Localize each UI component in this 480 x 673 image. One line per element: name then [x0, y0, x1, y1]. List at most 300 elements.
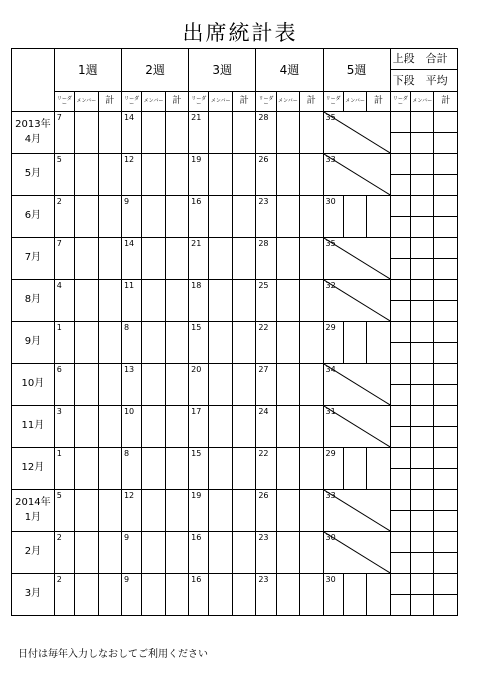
summary-average-cell[interactable] — [390, 217, 410, 238]
member-subheader: メンバー — [142, 92, 165, 112]
summary-total-cell[interactable] — [411, 322, 434, 343]
summary-total-cell[interactable] — [390, 406, 410, 427]
day-cell[interactable]: 9 — [121, 532, 141, 574]
day-cell[interactable]: 21 — [189, 238, 209, 280]
summary-average-cell[interactable] — [390, 259, 410, 280]
day-cell[interactable]: 10 — [121, 406, 141, 448]
summary-total-cell[interactable] — [434, 406, 458, 427]
month-row-upper — [12, 406, 458, 427]
member-cell[interactable] — [276, 532, 299, 574]
day-cell[interactable]: 17 — [189, 406, 209, 448]
total-cell[interactable] — [165, 238, 188, 280]
day-cell[interactable]: 4 — [54, 280, 74, 322]
week-header-row — [12, 49, 458, 92]
member-subheader: メンバー — [343, 92, 366, 112]
total-cell[interactable] — [300, 532, 323, 574]
day-cell[interactable]: 15 — [189, 322, 209, 364]
day-cell[interactable]: 1 — [54, 448, 74, 490]
member-subheader: メンバー — [276, 92, 299, 112]
month-name: 11月 — [21, 420, 45, 432]
day-cell[interactable]: 12 — [121, 490, 141, 532]
total-subheader: 計 — [367, 92, 390, 112]
summary-total-cell[interactable] — [434, 322, 458, 343]
total-cell[interactable] — [165, 532, 188, 574]
member-cell[interactable] — [209, 280, 232, 322]
day-cell[interactable]: 30 — [323, 574, 343, 616]
member-cell[interactable] — [276, 154, 299, 196]
leader-subheader: リーダー — [121, 92, 141, 112]
day-cell[interactable]: 16 — [189, 196, 209, 238]
member-cell[interactable] — [142, 448, 165, 490]
member-cell[interactable] — [209, 112, 232, 154]
summary-average-cell[interactable] — [390, 133, 410, 154]
total-cell[interactable] — [98, 364, 121, 406]
month-row-upper — [12, 280, 458, 301]
total-subheader: 計 — [165, 92, 188, 112]
total-cell[interactable] — [232, 154, 255, 196]
week-header: 3週 — [189, 49, 256, 92]
member-cell[interactable] — [75, 448, 98, 490]
day-cell[interactable] — [323, 406, 390, 448]
summary-total-cell[interactable] — [411, 154, 434, 175]
total-cell[interactable] — [98, 112, 121, 154]
day-cell[interactable]: 9 — [121, 196, 141, 238]
day-cell[interactable]: 26 — [256, 154, 276, 196]
month-name: 4月 — [24, 133, 42, 145]
summary-average-cell[interactable] — [411, 595, 434, 616]
summary-total-cell[interactable] — [434, 532, 458, 553]
total-cell[interactable] — [300, 238, 323, 280]
summary-average-cell[interactable] — [434, 259, 458, 280]
total-cell[interactable] — [98, 238, 121, 280]
member-cell[interactable] — [142, 238, 165, 280]
week-header: 5週 — [323, 49, 390, 92]
leader-subheader: リーダー — [323, 92, 343, 112]
summary-average-cell[interactable] — [390, 301, 410, 322]
day-cell[interactable]: 28 — [256, 238, 276, 280]
summary-total-cell[interactable] — [390, 154, 410, 175]
summary-total-cell[interactable] — [434, 490, 458, 511]
member-subheader: メンバー — [411, 92, 434, 112]
day-number: 35 — [325, 239, 336, 248]
day-cell[interactable] — [323, 112, 390, 154]
member-cell[interactable] — [142, 364, 165, 406]
summary-average-cell[interactable] — [411, 343, 434, 364]
member-cell[interactable] — [276, 112, 299, 154]
total-cell[interactable] — [300, 154, 323, 196]
day-cell[interactable]: 28 — [256, 112, 276, 154]
day-cell[interactable] — [323, 490, 390, 532]
week-header: 1週 — [54, 49, 121, 92]
summary-total-cell[interactable] — [434, 238, 458, 259]
total-cell[interactable] — [98, 490, 121, 532]
member-cell[interactable] — [142, 490, 165, 532]
month-row-upper — [12, 364, 458, 385]
member-cell[interactable] — [142, 532, 165, 574]
summary-header-lower: 下段 平均 — [392, 74, 448, 87]
member-cell[interactable] — [276, 406, 299, 448]
total-cell[interactable] — [300, 280, 323, 322]
day-cell[interactable]: 29 — [323, 322, 343, 364]
summary-average-cell[interactable] — [434, 217, 458, 238]
summary-total-cell[interactable] — [434, 280, 458, 301]
member-cell[interactable] — [209, 448, 232, 490]
summary-average-cell[interactable] — [434, 595, 458, 616]
summary-average-cell[interactable] — [411, 469, 434, 490]
total-cell[interactable] — [232, 112, 255, 154]
day-cell[interactable]: 19 — [189, 490, 209, 532]
total-cell[interactable] — [367, 322, 390, 364]
month-label — [12, 448, 55, 490]
month-name: 5月 — [24, 168, 42, 180]
day-cell[interactable]: 12 — [121, 154, 141, 196]
summary-total-cell[interactable] — [434, 448, 458, 469]
leader-subheader: リーダー — [189, 92, 209, 112]
total-cell[interactable] — [232, 364, 255, 406]
total-cell[interactable] — [232, 322, 255, 364]
member-cell[interactable] — [276, 448, 299, 490]
week-header: 4週 — [256, 49, 323, 92]
day-cell[interactable]: 5 — [54, 154, 74, 196]
summary-average-cell[interactable] — [434, 175, 458, 196]
day-number: 30 — [325, 533, 336, 542]
total-cell[interactable] — [300, 112, 323, 154]
day-cell[interactable]: 23 — [256, 196, 276, 238]
summary-average-cell[interactable] — [411, 385, 434, 406]
member-cell[interactable] — [209, 322, 232, 364]
total-cell[interactable] — [300, 364, 323, 406]
day-cell[interactable]: 2 — [54, 574, 74, 616]
member-cell[interactable] — [343, 574, 366, 616]
member-cell[interactable] — [75, 196, 98, 238]
day-cell[interactable]: 2 — [54, 196, 74, 238]
day-cell[interactable]: 14 — [121, 112, 141, 154]
day-cell[interactable]: 30 — [323, 196, 343, 238]
total-cell[interactable] — [232, 406, 255, 448]
member-cell[interactable] — [142, 406, 165, 448]
member-cell[interactable] — [209, 364, 232, 406]
member-cell[interactable] — [75, 364, 98, 406]
summary-average-cell[interactable] — [434, 133, 458, 154]
total-cell[interactable] — [232, 532, 255, 574]
total-cell[interactable] — [232, 448, 255, 490]
day-cell[interactable] — [323, 154, 390, 196]
summary-average-cell[interactable] — [390, 343, 410, 364]
summary-average-cell[interactable] — [390, 553, 410, 574]
summary-average-cell[interactable] — [411, 427, 434, 448]
day-cell[interactable]: 15 — [189, 448, 209, 490]
day-cell[interactable]: 14 — [121, 238, 141, 280]
day-cell[interactable]: 20 — [189, 364, 209, 406]
member-cell[interactable] — [276, 322, 299, 364]
day-number: 31 — [325, 407, 336, 416]
member-cell[interactable] — [142, 154, 165, 196]
summary-total-cell[interactable] — [411, 238, 434, 259]
member-cell[interactable] — [209, 574, 232, 616]
summary-total-cell[interactable] — [411, 448, 434, 469]
member-subheader: メンバー — [75, 92, 98, 112]
month-name: 2月 — [24, 546, 42, 558]
day-cell[interactable]: 2 — [54, 532, 74, 574]
summary-total-cell[interactable] — [390, 280, 410, 301]
day-cell[interactable]: 3 — [54, 406, 74, 448]
summary-average-cell[interactable] — [434, 469, 458, 490]
day-cell[interactable]: 25 — [256, 280, 276, 322]
total-cell[interactable] — [98, 406, 121, 448]
member-cell[interactable] — [75, 238, 98, 280]
day-cell[interactable]: 8 — [121, 448, 141, 490]
day-cell[interactable]: 22 — [256, 322, 276, 364]
total-subheader: 計 — [300, 92, 323, 112]
day-cell[interactable]: 29 — [323, 448, 343, 490]
month-label — [12, 574, 55, 616]
day-number: 34 — [325, 365, 336, 374]
summary-total-cell[interactable] — [390, 364, 410, 385]
day-cell[interactable]: 13 — [121, 364, 141, 406]
day-cell[interactable]: 26 — [256, 490, 276, 532]
summary-total-cell[interactable] — [434, 574, 458, 595]
week-header: 2週 — [121, 49, 188, 92]
total-cell[interactable] — [232, 196, 255, 238]
summary-total-cell[interactable] — [434, 154, 458, 175]
member-cell[interactable] — [142, 196, 165, 238]
day-cell[interactable]: 7 — [54, 112, 74, 154]
total-subheader: 計 — [232, 92, 255, 112]
total-cell[interactable] — [165, 280, 188, 322]
member-cell[interactable] — [142, 280, 165, 322]
member-cell[interactable] — [142, 574, 165, 616]
member-cell[interactable] — [209, 406, 232, 448]
summary-total-cell[interactable] — [390, 532, 410, 553]
member-cell[interactable] — [209, 196, 232, 238]
summary-header — [390, 49, 457, 92]
day-cell[interactable]: 16 — [189, 532, 209, 574]
member-cell[interactable] — [276, 238, 299, 280]
summary-average-cell[interactable] — [390, 385, 410, 406]
member-cell[interactable] — [75, 574, 98, 616]
member-cell[interactable] — [276, 574, 299, 616]
summary-total-cell[interactable] — [390, 322, 410, 343]
total-cell[interactable] — [98, 280, 121, 322]
summary-average-cell[interactable] — [434, 427, 458, 448]
member-cell[interactable] — [75, 112, 98, 154]
month-name: 8月 — [24, 294, 42, 306]
day-cell[interactable]: 11 — [121, 280, 141, 322]
member-cell[interactable] — [75, 406, 98, 448]
summary-average-cell[interactable] — [390, 511, 410, 532]
summary-average-cell[interactable] — [390, 595, 410, 616]
member-cell[interactable] — [75, 490, 98, 532]
summary-total-cell[interactable] — [411, 112, 434, 133]
footer-note: 日付は毎年入力しなおしてご利用ください — [18, 649, 208, 660]
summary-total-cell[interactable] — [390, 574, 410, 595]
total-cell[interactable] — [300, 322, 323, 364]
summary-average-cell[interactable] — [434, 343, 458, 364]
member-cell[interactable] — [209, 154, 232, 196]
month-label — [12, 238, 55, 280]
summary-average-cell[interactable] — [411, 133, 434, 154]
summary-average-cell[interactable] — [434, 301, 458, 322]
day-cell[interactable]: 23 — [256, 532, 276, 574]
day-cell[interactable]: 27 — [256, 364, 276, 406]
day-cell[interactable] — [323, 532, 390, 574]
leader-subheader: リーダー — [54, 92, 74, 112]
month-label — [12, 364, 55, 406]
month-name: 1月 — [24, 511, 42, 523]
total-cell[interactable] — [165, 154, 188, 196]
summary-total-cell[interactable] — [390, 448, 410, 469]
day-number: 33 — [325, 491, 336, 500]
day-cell[interactable]: 23 — [256, 574, 276, 616]
member-cell[interactable] — [209, 490, 232, 532]
total-cell[interactable] — [300, 196, 323, 238]
member-cell[interactable] — [276, 490, 299, 532]
month-row-upper — [12, 322, 458, 343]
total-cell[interactable] — [367, 448, 390, 490]
day-cell[interactable]: 19 — [189, 154, 209, 196]
month-label — [12, 532, 55, 574]
member-cell[interactable] — [343, 322, 366, 364]
summary-header-upper: 上段 合計 — [391, 49, 457, 70]
total-cell[interactable] — [98, 196, 121, 238]
summary-average-cell[interactable] — [434, 385, 458, 406]
day-cell[interactable]: 16 — [189, 574, 209, 616]
summary-total-cell[interactable] — [390, 112, 410, 133]
member-cell[interactable] — [75, 280, 98, 322]
summary-total-cell[interactable] — [390, 196, 410, 217]
month-name: 12月 — [21, 462, 45, 474]
total-cell[interactable] — [165, 448, 188, 490]
total-cell[interactable] — [300, 490, 323, 532]
summary-average-cell[interactable] — [411, 301, 434, 322]
day-cell[interactable] — [323, 238, 390, 280]
summary-total-cell[interactable] — [390, 490, 410, 511]
member-cell[interactable] — [276, 364, 299, 406]
day-cell[interactable] — [323, 364, 390, 406]
summary-average-cell[interactable] — [411, 511, 434, 532]
summary-average-cell[interactable] — [434, 511, 458, 532]
summary-total-cell[interactable] — [411, 406, 434, 427]
leader-subheader: リーダー — [390, 92, 410, 112]
total-cell[interactable] — [300, 406, 323, 448]
total-cell[interactable] — [367, 196, 390, 238]
summary-average-cell[interactable] — [434, 553, 458, 574]
day-cell[interactable]: 5 — [54, 490, 74, 532]
day-cell[interactable]: 7 — [54, 238, 74, 280]
member-cell[interactable] — [75, 322, 98, 364]
summary-average-cell[interactable] — [390, 469, 410, 490]
day-cell[interactable]: 22 — [256, 448, 276, 490]
total-cell[interactable] — [98, 574, 121, 616]
member-cell[interactable] — [209, 532, 232, 574]
month-label — [12, 406, 55, 448]
summary-total-cell[interactable] — [411, 532, 434, 553]
month-row-upper — [12, 238, 458, 259]
total-cell[interactable] — [165, 406, 188, 448]
total-cell[interactable] — [300, 448, 323, 490]
summary-average-cell[interactable] — [411, 259, 434, 280]
total-cell[interactable] — [367, 574, 390, 616]
member-cell[interactable] — [343, 196, 366, 238]
day-cell[interactable]: 6 — [54, 364, 74, 406]
total-cell[interactable] — [232, 280, 255, 322]
summary-total-cell[interactable] — [411, 280, 434, 301]
member-cell[interactable] — [75, 154, 98, 196]
summary-average-cell[interactable] — [411, 217, 434, 238]
day-cell[interactable]: 1 — [54, 322, 74, 364]
summary-total-cell[interactable] — [411, 196, 434, 217]
total-cell[interactable] — [165, 112, 188, 154]
month-label — [12, 490, 55, 532]
total-subheader: 計 — [434, 92, 458, 112]
month-label — [12, 196, 55, 238]
summary-total-cell[interactable] — [434, 364, 458, 385]
year-label: 2014年 — [15, 497, 51, 508]
summary-total-cell[interactable] — [434, 112, 458, 133]
month-row-upper — [12, 196, 458, 217]
month-row-upper — [12, 574, 458, 595]
month-row-upper — [12, 532, 458, 553]
day-number: 35 — [325, 113, 336, 122]
member-cell[interactable] — [209, 238, 232, 280]
total-cell[interactable] — [232, 574, 255, 616]
total-cell[interactable] — [232, 490, 255, 532]
total-cell[interactable] — [98, 322, 121, 364]
year-label: 2013年 — [15, 119, 51, 130]
total-cell[interactable] — [98, 154, 121, 196]
member-cell[interactable] — [276, 196, 299, 238]
summary-total-cell[interactable] — [411, 490, 434, 511]
summary-average-cell[interactable] — [411, 175, 434, 196]
summary-total-cell[interactable] — [434, 196, 458, 217]
summary-total-cell[interactable] — [411, 364, 434, 385]
member-cell[interactable] — [142, 322, 165, 364]
total-cell[interactable] — [165, 574, 188, 616]
month-row-upper — [12, 112, 458, 133]
day-cell[interactable] — [323, 280, 390, 322]
summary-average-cell[interactable] — [411, 553, 434, 574]
day-cell[interactable]: 9 — [121, 574, 141, 616]
total-cell[interactable] — [98, 532, 121, 574]
member-cell[interactable] — [276, 280, 299, 322]
member-subheader: メンバー — [209, 92, 232, 112]
total-cell[interactable] — [165, 322, 188, 364]
attendance-table — [11, 48, 458, 616]
summary-total-cell[interactable] — [411, 574, 434, 595]
summary-average-cell[interactable] — [390, 175, 410, 196]
total-cell[interactable] — [165, 364, 188, 406]
summary-total-cell[interactable] — [390, 238, 410, 259]
member-cell[interactable] — [343, 448, 366, 490]
day-number: 33 — [325, 155, 336, 164]
total-cell[interactable] — [98, 448, 121, 490]
summary-average-cell[interactable] — [390, 427, 410, 448]
day-cell[interactable]: 18 — [189, 280, 209, 322]
day-cell[interactable]: 21 — [189, 112, 209, 154]
month-row-upper — [12, 490, 458, 511]
day-cell[interactable]: 24 — [256, 406, 276, 448]
day-cell[interactable]: 8 — [121, 322, 141, 364]
total-cell[interactable] — [165, 490, 188, 532]
member-cell[interactable] — [142, 112, 165, 154]
total-cell[interactable] — [232, 238, 255, 280]
page-title: 出席統計表 — [182, 21, 298, 45]
total-cell[interactable] — [165, 196, 188, 238]
total-cell[interactable] — [300, 574, 323, 616]
month-label — [12, 112, 55, 154]
month-label — [12, 154, 55, 196]
member-cell[interactable] — [75, 532, 98, 574]
